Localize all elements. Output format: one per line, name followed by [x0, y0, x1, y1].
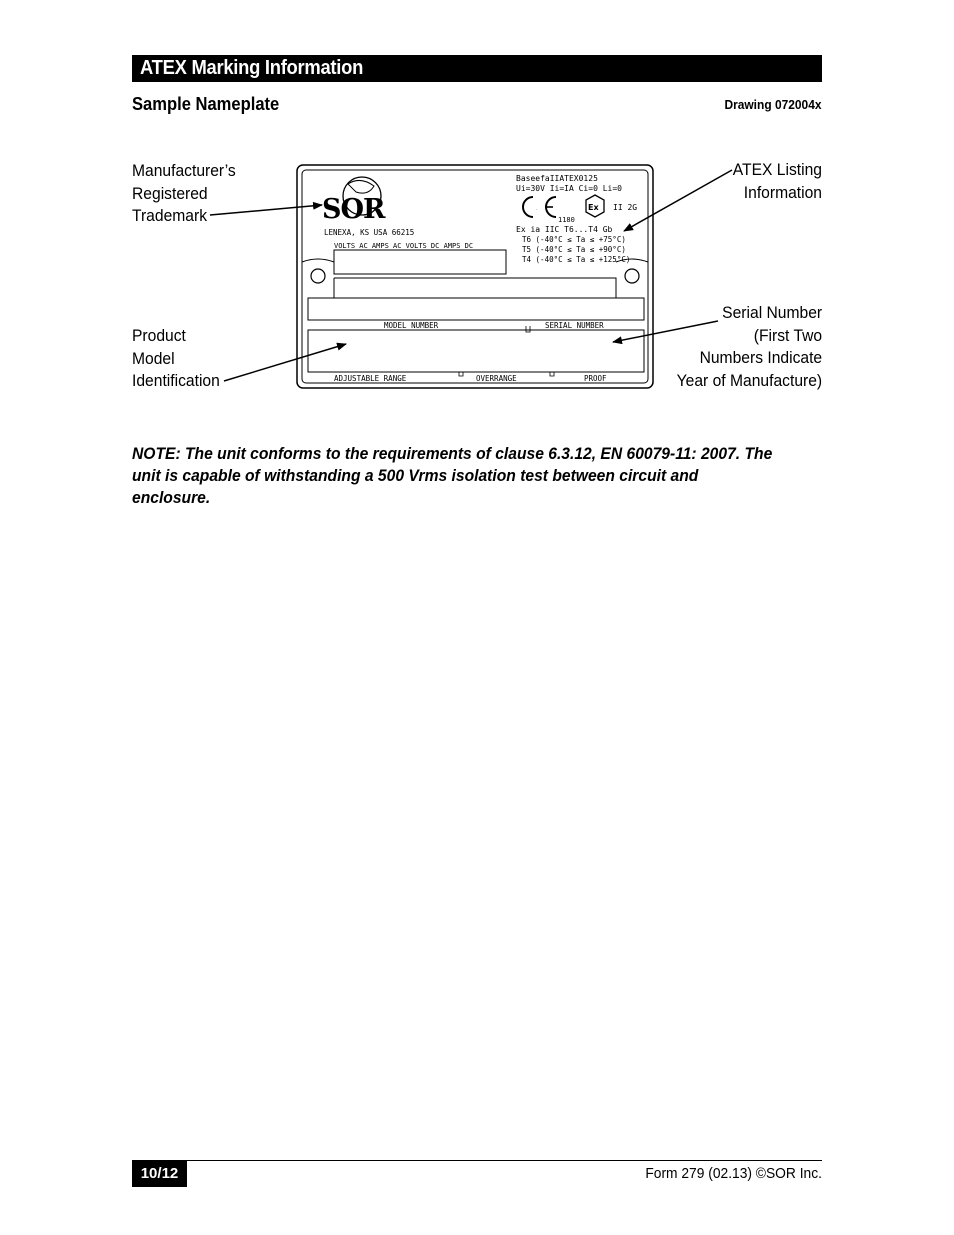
callout-serial-line: Year of Manufacture)	[676, 370, 822, 390]
blank-band	[308, 298, 644, 320]
section-title: ATEX Marking Information	[140, 57, 364, 79]
plate-group: II 2G	[613, 203, 638, 212]
callout-product-line: Identification	[132, 371, 220, 390]
callout-atex-line: Information	[743, 182, 822, 202]
callout-serial-line: Numbers Indicate	[699, 348, 822, 367]
sor-logo-text: SOR	[322, 194, 385, 225]
callout-product-line: Product	[132, 326, 186, 345]
plate-proof-label: PROOF	[584, 374, 607, 383]
plate-serial-number-label: SERIAL NUMBER	[545, 321, 604, 330]
ratings-field	[334, 250, 506, 274]
plate-temp-class: T5 (-40°C ≤ Ta ≤ +90°C)	[522, 245, 626, 254]
arrow-serial	[613, 321, 718, 342]
subtitle: Sample Nameplate	[132, 94, 280, 114]
plate-model-number-label: MODEL NUMBER	[384, 321, 439, 330]
callout-serial-line: (First Two	[753, 325, 822, 345]
mounting-hole-left	[311, 269, 325, 283]
arrow-trademark	[210, 205, 322, 215]
arrow-product	[224, 344, 346, 381]
nameplate-drawing	[0, 0, 954, 420]
page-number: 10/12	[132, 1161, 187, 1187]
mounting-hole-right	[625, 269, 639, 283]
callout-product-line: Model	[132, 348, 175, 368]
conformity-note: NOTE: The unit conforms to the requirements of clause 6.3.12, EN 60079-11: 2007. The unit is capable of withstanding a 500 Vrms isolation test between circuit and enclosure.	[132, 444, 773, 507]
plate-ratings-header: VOLTS AC AMPS AC VOLTS DC AMPS DC	[334, 242, 474, 250]
plate-notified-body: 1180	[558, 216, 575, 224]
model-serial-field	[308, 330, 644, 372]
plate-ex-text: Ex	[588, 203, 599, 212]
callout-serial-line: Serial Number	[722, 303, 822, 322]
plate-ce-text: CE	[536, 210, 538, 211]
callout-trademark-line: Trademark	[132, 206, 208, 225]
plate-certificate: BaseefaIIATEX0125	[516, 174, 598, 183]
ce-mark	[523, 197, 556, 217]
plate-temp-class: T4 (-40°C ≤ Ta ≤ +125°C)	[522, 255, 631, 264]
plate-parameters: Ui=30V Ii=IA Ci=0 Li=0	[516, 184, 622, 193]
drawing-reference: Drawing 072004x	[724, 97, 822, 112]
plate-overrange-label: OVERRANGE	[476, 374, 517, 383]
ex-mark	[586, 195, 604, 217]
sor-logo	[322, 177, 386, 225]
arrow-atex	[624, 170, 732, 231]
footer-form-info: Form 279 (02.13) ©SOR Inc.	[645, 1165, 822, 1182]
plate-temp-class: T6 (-40°C ≤ Ta ≤ +75°C)	[522, 235, 626, 244]
callout-atex-line: ATEX Listing	[732, 160, 822, 179]
plate-address: LENEXA, KS USA 66215	[324, 228, 415, 237]
callout-trademark-line: Registered	[132, 183, 208, 203]
callout-trademark-line: Manufacturer’s	[132, 161, 236, 180]
plate-adjustable-range-label: ADJUSTABLE RANGE	[334, 374, 407, 383]
footer-divider	[132, 1160, 822, 1161]
plate-protection: Ex ia IIC T6...T4 Gb	[516, 225, 613, 234]
